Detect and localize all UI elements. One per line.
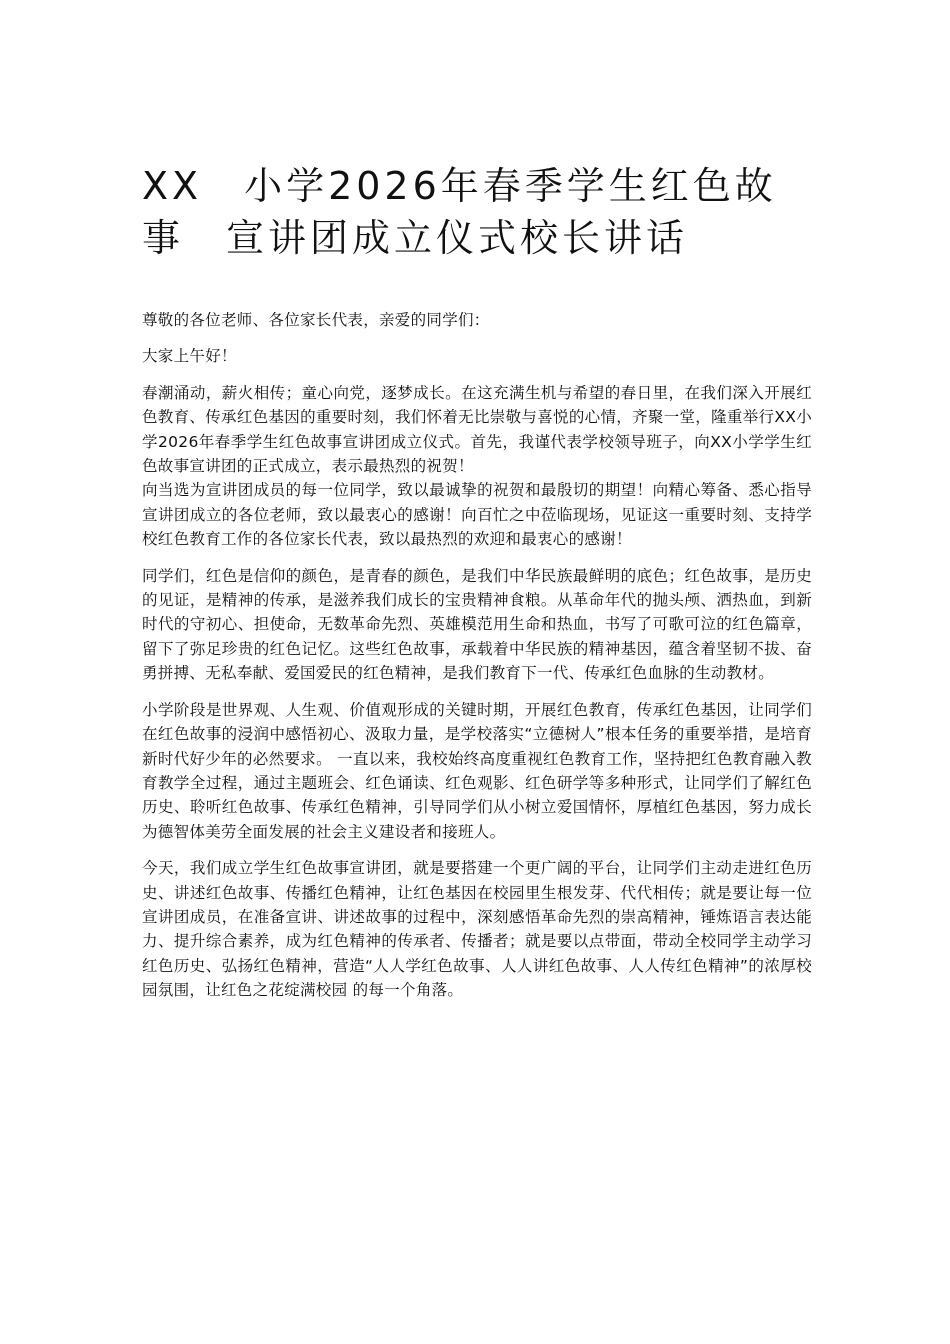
paragraph-2: 向当选为宣讲团成员的每一位同学，致以最诚挚的祝贺和最殷切的期望！向精心筹备、悉心指导宣讲团成立的各位老师，致以最衷心的感谢！向百忙之中莅临现场，见证这一重要时刻、支持学校红色教育工作的各位家长代表，致以最热烈的欢迎和最衷心的感谢！	[142, 481, 812, 549]
title-line-2: 事 宣讲团成立仪式校长讲话	[142, 216, 689, 260]
salutation: 尊敬的各位老师、各位家长代表，亲爱的同学们：	[142, 311, 490, 329]
document-title	[142, 160, 822, 264]
paragraph-5: 今天，我们成立学生红色故事宣讲团，就是要搭建一个更广阔的平台，让同学们主动走进红色历史、讲述红色故事、传播红色精神，让红色基因在校园里生根发芽、代代相传；就是要让每一位宣讲团成员，在准备宣讲、讲述故事的过程中，深刻感悟革命先烈的崇高精神，锤炼语言表达能力、提升综合素养，成为红色精神的传承者、传播者；就是要以点带面，带动全校同学主动学习红色历史、弘扬红色精神，营造“人人学红色故事、人人讲红色故事、人人传红色精神”的浓厚校园氛围，让红色之花绽满校园 的每一个角落。	[142, 859, 812, 1000]
paragraph-3: 同学们，红色是信仰的颜色，是青春的颜色，是我们中华民族最鲜明的底色；红色故事，是历史的见证，是精神的传承，是滋养我们成长的宝贵精神食粮。从革命年代的抛头颅、洒热血，到新时代的守初心、担使命，无数革命先烈、英雄模范用生命和热血，书写了可歌可泣的红色篇章，留下了弥足珍贵的红色记忆。这些红色故事，承载着中华民族的精神基因，蕴含着坚韧不拔、奋勇拼搏、无私奉献、爱国爱民的红色精神，是我们教育下一代、传承红色血脉的生动教材。	[142, 566, 812, 683]
title-line-1: XX 小学2026年春季学生红色故	[142, 164, 777, 208]
paragraph-1: 春潮涌动，薪火相传；童心向党，逐梦成长。在这充满生机与希望的春日里，在我们深入开展红色教育、传承红色基因的重要时刻，我们怀着无比崇敬与喜悦的心情，齐聚一堂，隆重举行XX小学2026年春季学生红色故事宣讲团成立仪式。首先，我谨代表学校领导班子，向XX小学学生红色故事宣讲团的正式成立，表示最热烈的祝贺！	[142, 383, 812, 476]
greeting: 大家上午好！	[142, 347, 237, 366]
paragraph-4: 小学阶段是世界观、人生观、价值观形成的关键时期，开展红色教育，传承红色基因，让同学们在红色故事的浸润中感悟初心、汲取力量，是学校落实“立德树人”根本任务的重要举措，是培育新时代好少年的必然要求。 一直以来，我校始终高度重视红色教育工作，坚持把红色教育融入教育教学全过程，通过主题班会、红色诵读、红色观影、红色研学等多种形式，让同学们了解红色历史、聆听红色故事、传承红色精神，引导同学们从小树立爱国情怀，厚植红色基因，努力成长为德智体美劳全面发展的社会主义建设者和接班人。	[142, 700, 812, 841]
document-body	[142, 308, 812, 1003]
